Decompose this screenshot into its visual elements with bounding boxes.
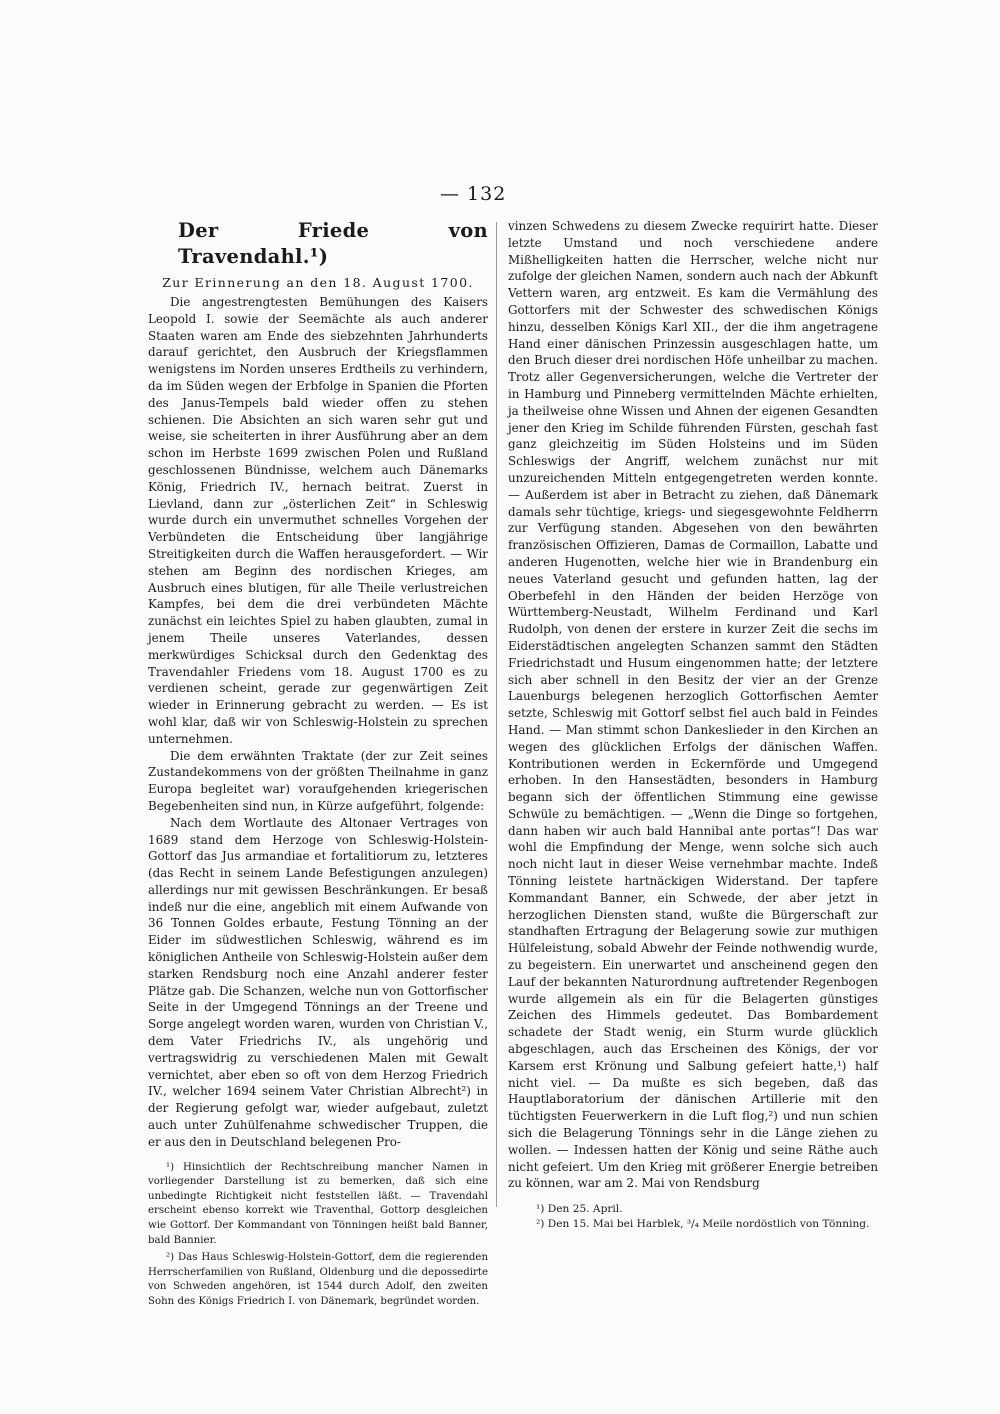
page-number: — 132 [440, 183, 507, 205]
article-subtitle: Zur Erinnerung an den 18. August 1700. [162, 275, 474, 290]
paragraph: Nach dem Wortlaute des Altonaer Vertrages von 1689 stand dem Herzoge von Schleswig-Holstein-Gottorf das Jus armandiae et fortalitiorum zu, letzteres (das Recht in seinem Lande Befestigungen anzulegen) allerdings nur mit gewissen Beschränkungen. Er besaß indeß nur die eine, angeblich mit einem Aufwande von 36 Tonnen Goldes erbaute, Festung Tönning an der Eider im südwestlichen Schleswig, während es im königlichen Antheile von Schleswig-Holstein außer dem starken Rendsburg noch eine Anzahl anderer fester Plätze gab. Die Schanzen, welche nun von Gottorfischer Seite in der Umgegend Tönnings an der Treene und Sorge angelegt worden waren, wurden von Christian V., dem Vater Friedrichs IV., als ungehörig und vertragswidrig zu verschiedenen Malen mit Gewalt vernichtet, aber eben so oft von dem Herzog Friedrich IV., welcher 1694 seinem Vater Christian Albrecht²) in der Regierung gefolgt war, wieder aufgebaut, zuletzt auch unter Zuhülfenahme schwedischer Truppen, die er aus den in Deutschland belegenen Pro- [148, 815, 488, 1149]
article-title: Der Friede von Travendahl.¹) [178, 219, 488, 268]
paragraph: Die angestrengtesten Bemühungen des Kaisers Leopold I. sowie der Seemächte als auch anderer Staaten waren am Ende des siebzehnten Jahrhunderts darauf gerichtet, den Ausbruch der Kriegsflammen wenigstens im Norden unseres Erdtheils zu verhindern, da im Süden wegen der Erbfolge in Spanien die Pforten des Janus-Tempels bald wieder offen zu stehen schienen. Die Absichten an sich waren sehr gut und weise, sie scheiterten in ihrer Ausführung aber an dem schon im Herbste 1699 zwischen Polen und Rußland geschlossenen Bündnisse, welchem auch Dänemarks König, Friedrich IV., hernach beitrat. Zuerst in Lievland, dann zur „österlichen Zeit“ in Schleswig wurde durch ein unvermuthet schnelles Vorgehen der Verbündeten die Entscheidung über langjährige Streitigkeiten durch die Waffen herausgefordert. — Wir stehen am Beginn des nordischen Krieges, am Ausbruch eines blutigen, für alle Theile verlustreichen Kampfes, bei dem die drei verbündeten Mächte zunächst ein leichtes Spiel zu haben glaubten, zumal in jenem Theile unseres Vaterlandes, dessen merkwürdiges Schicksal durch den Gedenktag des Travendahler Friedens vom 18. August 1700 es zu verdienen scheint, gerade zur gegenwärtigen Zeit wieder in Erinnerung gebracht zu werden. — Es ist wohl klar, daß wir von Schleswig-Holstein zu sprechen unternehmen. [148, 295, 488, 746]
footnote: ²) Den 15. Mai bei Harblek, ³/₄ Meile nordöstlich von Tönning. [536, 1218, 870, 1231]
footnote: ²) Das Haus Schleswig-Holstein-Gottorf, dem die regierenden Herrscherfamilien von Rußland, Oldenburg und die depossedirte von Schweden angehören, ist 1544 durch Adolf, den zweiten Sohn des Königs Friedrich I. von Dänemark, begründet worden. [148, 1252, 488, 1307]
footnote: ¹) Hinsichtlich der Rechtschreibung mancher Namen in vorliegender Darstellung ist zu bemerken, daß sich eine unbedingte Richtigkeit nicht feststellen läßt. — Travendahl erscheint ebenso korrekt wie Traventhal, Gottorp desgleichen wie Gottorf. Der Kommandant von Tönningen heißt bald Banner, bald Bannier. [148, 1161, 488, 1246]
right-column [508, 218, 878, 1231]
footnote-separator [508, 1192, 878, 1202]
left-column [148, 218, 488, 1307]
footnote: ¹) Den 25. April. [536, 1203, 623, 1216]
column-divider [496, 222, 497, 1207]
paragraph: Die dem erwähnten Traktate (der zur Zeit seines Zustandekommens von der größten Theilnahme in ganz Europa begleitet war) voraufgehenden kriegerischen Begebenheiten sind nun, in Kürze aufgeführt, folgende: [148, 748, 488, 813]
paragraph: vinzen Schwedens zu diesem Zwecke requirirt hatte. Dieser letzte Umstand und noch verschiedene andere Mißhelligkeiten hatten die Herrscher, welche nicht nur zufolge der gleichen Namen, sondern auch nach der Abkunft Vettern waren, arg entzweit. Es kam die Vermählung des Gottorfers mit der Schwester des schwedischen Königs hinzu, desselben Königs Karl XII., der die ihm angetragene Hand einer dänischen Prinzessin ausgeschlagen hatte, um den Bruch dieser drei nordischen Höfe unheilbar zu machen. Trotz aller Gegenversicherungen, welche die Vertreter der in Hamburg und Pinneberg vermittelnden Mächte erhielten, ja theilweise ohne Wissen und Ahnen der eigenen Gesandten jener den Krieg im Schilde führenden Fürsten, geschah fast ganz gleichzeitig im Süden Holsteins und im Süden Schleswigs der Angriff, welchem zunächst nur mit unzureichenden Mitteln entgegengetreten werden konnte. — Außerdem ist aber in Betracht zu ziehen, daß Dänemark damals sehr tüchtige, kriegs- und siegesgewohnte Feldherrn zur Verfügung standen. Abgesehen von den bewährten französischen Offizieren, Damas de Cormaillon, Labatte und anderen Hugenotten, welche hier wie in Brandenburg ein neues Vaterland gesucht und gefunden hatten, lag der Oberbefehl in den Händen der beiden Herzöge von Württemberg-Neustadt, Wilhelm Ferdinand und Karl Rudolph, von denen der erstere in kurzer Zeit die sechs im Eiderstädtischen angelegten Schanzen sammt den Städten Friedrichstadt und Husum eingenommen hatte; der letztere sich aber schnell in den Besitz der vier an der Grenze Lauenburgs belegenen herzoglich Gottorfischen Aemter setzte, Schleswig mit Gottorf selbst fiel auch bald in Feindes Hand. — Man stimmt schon Dankeslieder in den Kirchen an wegen des glücklichen Erfolgs der dänischen Waffen. Kontributionen werden in Eckernförde und Umgegend erhoben. In den Hansestädten, besonders in Hamburg begann sich der öffentlichen Stimmung eine gewisse Schwüle zu bemächtigen. — „Wenn die Dinge so fortgehen, dann haben wir auch bald Hannibal ante portas“! Das war wohl die Empfindung der Menge, wenn solche sich auch noch nicht laut in dieser Weise vernehmbar machte. Indeß Tönning leistete hartnäckigen Widerstand. Der tapfere Kommandant Banner, ein Schwede, der aber jetzt in herzoglichen Diensten stand, wußte die Bürgerschaft zur standhaften Ertragung der Belagerung sowie zur muthigen Hülfeleistung, sobald Abwehr der Feinde nothwendig wurde, zu begeistern. Ein unerwartet und anscheinend gegen den Lauf der bekannten Naturordnung auftretender Regenbogen wurde allgemein als ein für die Belagerten günstiges Zeichen des Himmels gedeutet. Das Bombardement schadete der Stadt wenig, ein Sturm wurde glücklich abgeschlagen, auch das Erscheinen des Königs, der vor Karsem erst Krönung und Salbung gefeiert hatte,¹) half nicht viel. — Da mußte es sich begeben, daß das Hauptlaboratorium der dänischen Artillerie mit den tüchtigsten Feuerwerkern in die Luft flog,²) und nun schien sich die Belagerung Tönnings sehr in die Länge ziehen zu wollen. — Indessen hatten der König und seine Räthe auch nicht gefeiert. Um den Krieg mit größerer Energie betreiben zu können, war am 2. Mai von Rendsburg [508, 219, 878, 1191]
footnote-separator [148, 1151, 488, 1161]
